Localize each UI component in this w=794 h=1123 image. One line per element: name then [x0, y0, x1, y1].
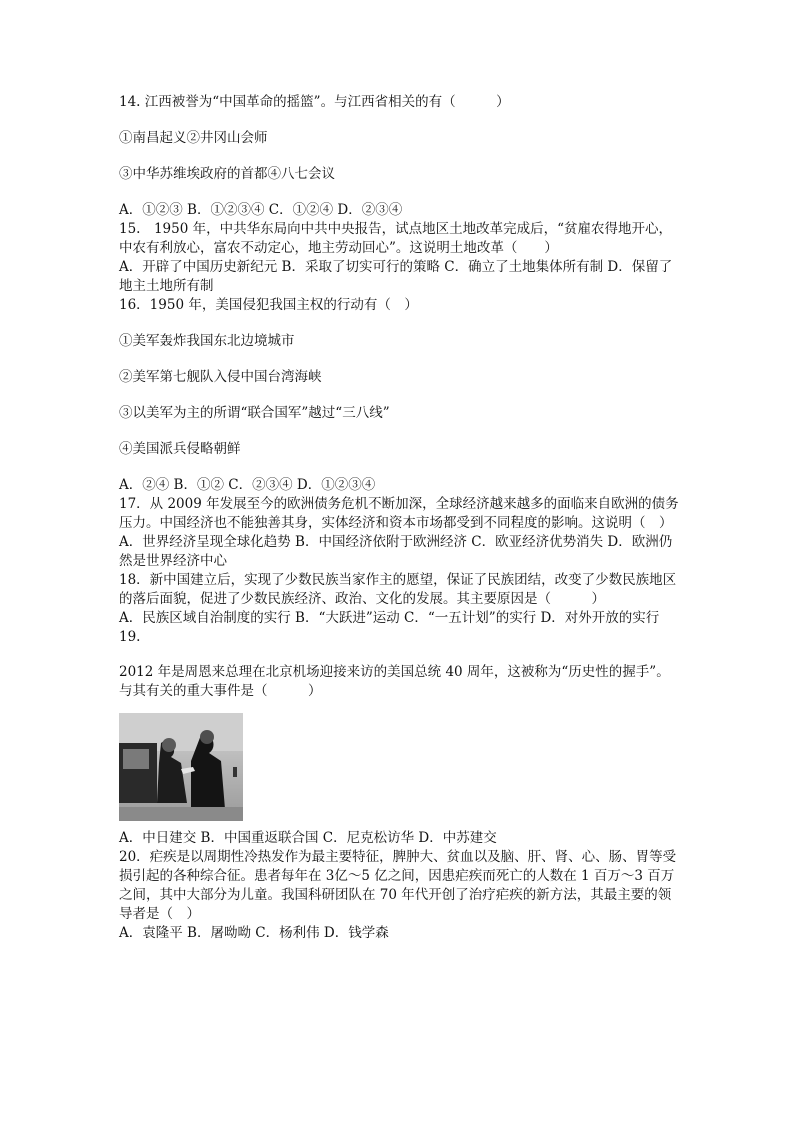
answer-options: A．②④ B．①② C．②③④ D．①②③④ — [119, 477, 376, 493]
answer-options: A．世界经济呈现全球化趋势 B．中国经济依附于欧洲经济 C．欧亚经济优势消失 D．欧洲仍然是世界经济中心 — [119, 534, 673, 569]
question-item: ③中华苏维埃政府的首都④八七会议 — [119, 166, 335, 182]
handshake-photo — [119, 713, 243, 821]
question-17 — [119, 495, 679, 571]
question-item: ④美国派兵侵略朝鲜 — [119, 441, 241, 457]
question-16 — [119, 296, 679, 495]
question-item: ①美军轰炸我国东北边境城市 — [119, 333, 295, 349]
question-number: 19. — [119, 629, 141, 645]
answer-options: A．中日建交 B．中国重返联合国 C．尼克松访华 D．中苏建交 — [119, 830, 497, 846]
question-14 — [119, 93, 679, 220]
answer-options: A．民族区域自治制度的实行 B．“大跃进”运动 C．“一五计划”的实行 D．对外开放的实行 — [119, 610, 660, 626]
question-list — [119, 93, 679, 943]
question-item: ③以美军为主的所谓“联合国军”越过“三八线” — [119, 405, 390, 421]
question-stem: 15. 1950 年，中共华东局向中共中央报告，试点地区土地改革完成后，“贫雇农得地开心，中农有利放心，富农不动定心，地主劳动回心”。这说明土地改革（ ） — [119, 221, 673, 256]
question-item: ①南昌起义②井冈山会师 — [119, 130, 268, 146]
answer-options: A．袁隆平 B．屠呦呦 C．杨利伟 D．钱学森 — [119, 925, 389, 941]
question-stem: 16．1950 年，美国侵犯我国主权的行动有（ ） — [119, 297, 418, 313]
answer-options: A．开辟了中国历史新纪元 B．采取了切实可行的策略 C．确立了土地集体所有制 D．保留了地主土地所有制 — [119, 259, 673, 294]
question-stem: 2012 年是周恩来总理在北京机场迎接来访的美国总统 40 周年，这被称为“历史性的握手”。与其有关的重大事件是（ ） — [119, 664, 670, 699]
question-stem: 20．疟疾是以周期性冷热发作为最主要特征，脾肿大、贫血以及脑、肝、肾、心、肠、胃等受损引起的各种综合征。患者每年在 3亿～5 亿之间，因患疟疾而死亡的人数在 1 百万～3 百万之间，其中大部分为儿童。我国科研团队在 70 年代开创了治疗疟疾的新方法，其最主要的领导者是（ ） — [119, 849, 677, 922]
question-stem: 14. 江西被誉为“中国革命的摇篮”。与江西省相关的有（ ） — [119, 94, 510, 110]
question-19 — [119, 628, 679, 848]
question-15 — [119, 220, 679, 296]
question-item: ②美军第七舰队入侵中国台湾海峡 — [119, 369, 322, 385]
question-20 — [119, 848, 679, 943]
question-stem: 17．从 2009 年发展至今的欧洲债务危机不断加深，全球经济越来越多的面临来自欧洲的债务压力。中国经济也不能独善其身，实体经济和资本市场都受到不同程度的影响。这说明（ ） — [119, 496, 679, 531]
question-stem: 18．新中国建立后，实现了少数民族当家作主的愿望，保证了民族团结，改变了少数民族地区的落后面貌，促进了少数民族经济、政治、文化的发展。其主要原因是（ ） — [119, 572, 677, 607]
answer-options: A．①②③ B．①②③④ C．①②④ D．②③④ — [119, 202, 403, 218]
question-18 — [119, 571, 679, 628]
